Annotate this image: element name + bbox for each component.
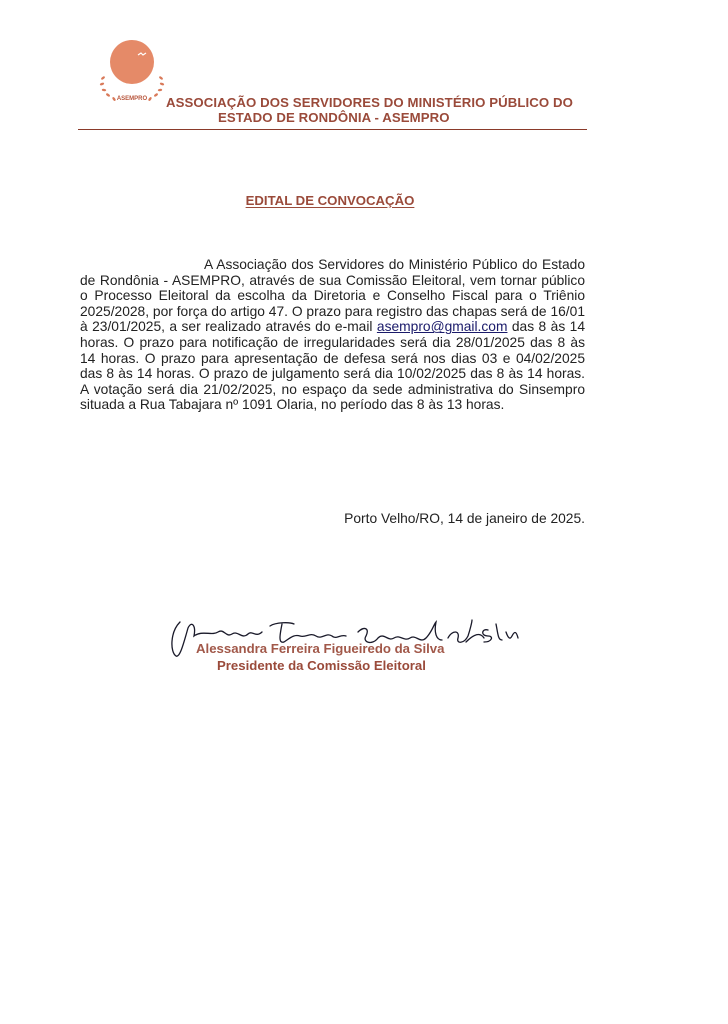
signer-name: Alessandra Ferreira Figueiredo da Silva <box>196 641 445 656</box>
body-text-part2: das 8 às 14 horas. O prazo para notificação de irregularidades será dia 28/01/2025 das 8 às 14 horas. O prazo para apresentação de defesa será nos dias 03 e 04/02/2025 das 8 às 14 horas. O prazo de julgamento será dia 10/02/2025 das 8 às 14 horas. A votação será dia 21/02/2025, no espaço da sede administrativa do Sinsempro situada a Rua Tabajara nº 1091 Olaria, no período das 8 às 13 horas. <box>80 319 585 413</box>
organization-name-line1: ASSOCIAÇÃO DOS SERVIDORES DO MINISTÉRIO PÚBLICO DO <box>166 95 574 110</box>
asempro-logo <box>94 38 170 104</box>
email-link[interactable]: asempro@gmail.com <box>376 319 508 335</box>
document-body <box>80 257 585 413</box>
body-text-part1: A Associação dos Servidores do Ministério Público do Estado de Rondônia - ASEMPRO, através de sua Comissão Eleitoral, vem tornar público o Processo Eleitoral da escolha da Diretoria e Conselho Fiscal para o Triênio 2025/2028, por força do artigo 47. O prazo para registro das chapas será de 16/01 à 23/01/2025, a ser realizado através do e-mail <box>80 257 585 335</box>
logo-text: ASEMPRO <box>116 96 148 102</box>
place-and-date: Porto Velho/RO, 14 de janeiro de 2025. <box>344 511 585 526</box>
signer-role: Presidente da Comissão Eleitoral <box>217 658 426 673</box>
handwritten-signature <box>166 612 526 664</box>
organization-name <box>166 95 586 125</box>
document-title: EDITAL DE CONVOCAÇÃO <box>245 193 415 208</box>
organization-name-line2: ESTADO DE RONDÔNIA - ASEMPRO <box>218 110 450 125</box>
header-divider <box>78 129 587 130</box>
